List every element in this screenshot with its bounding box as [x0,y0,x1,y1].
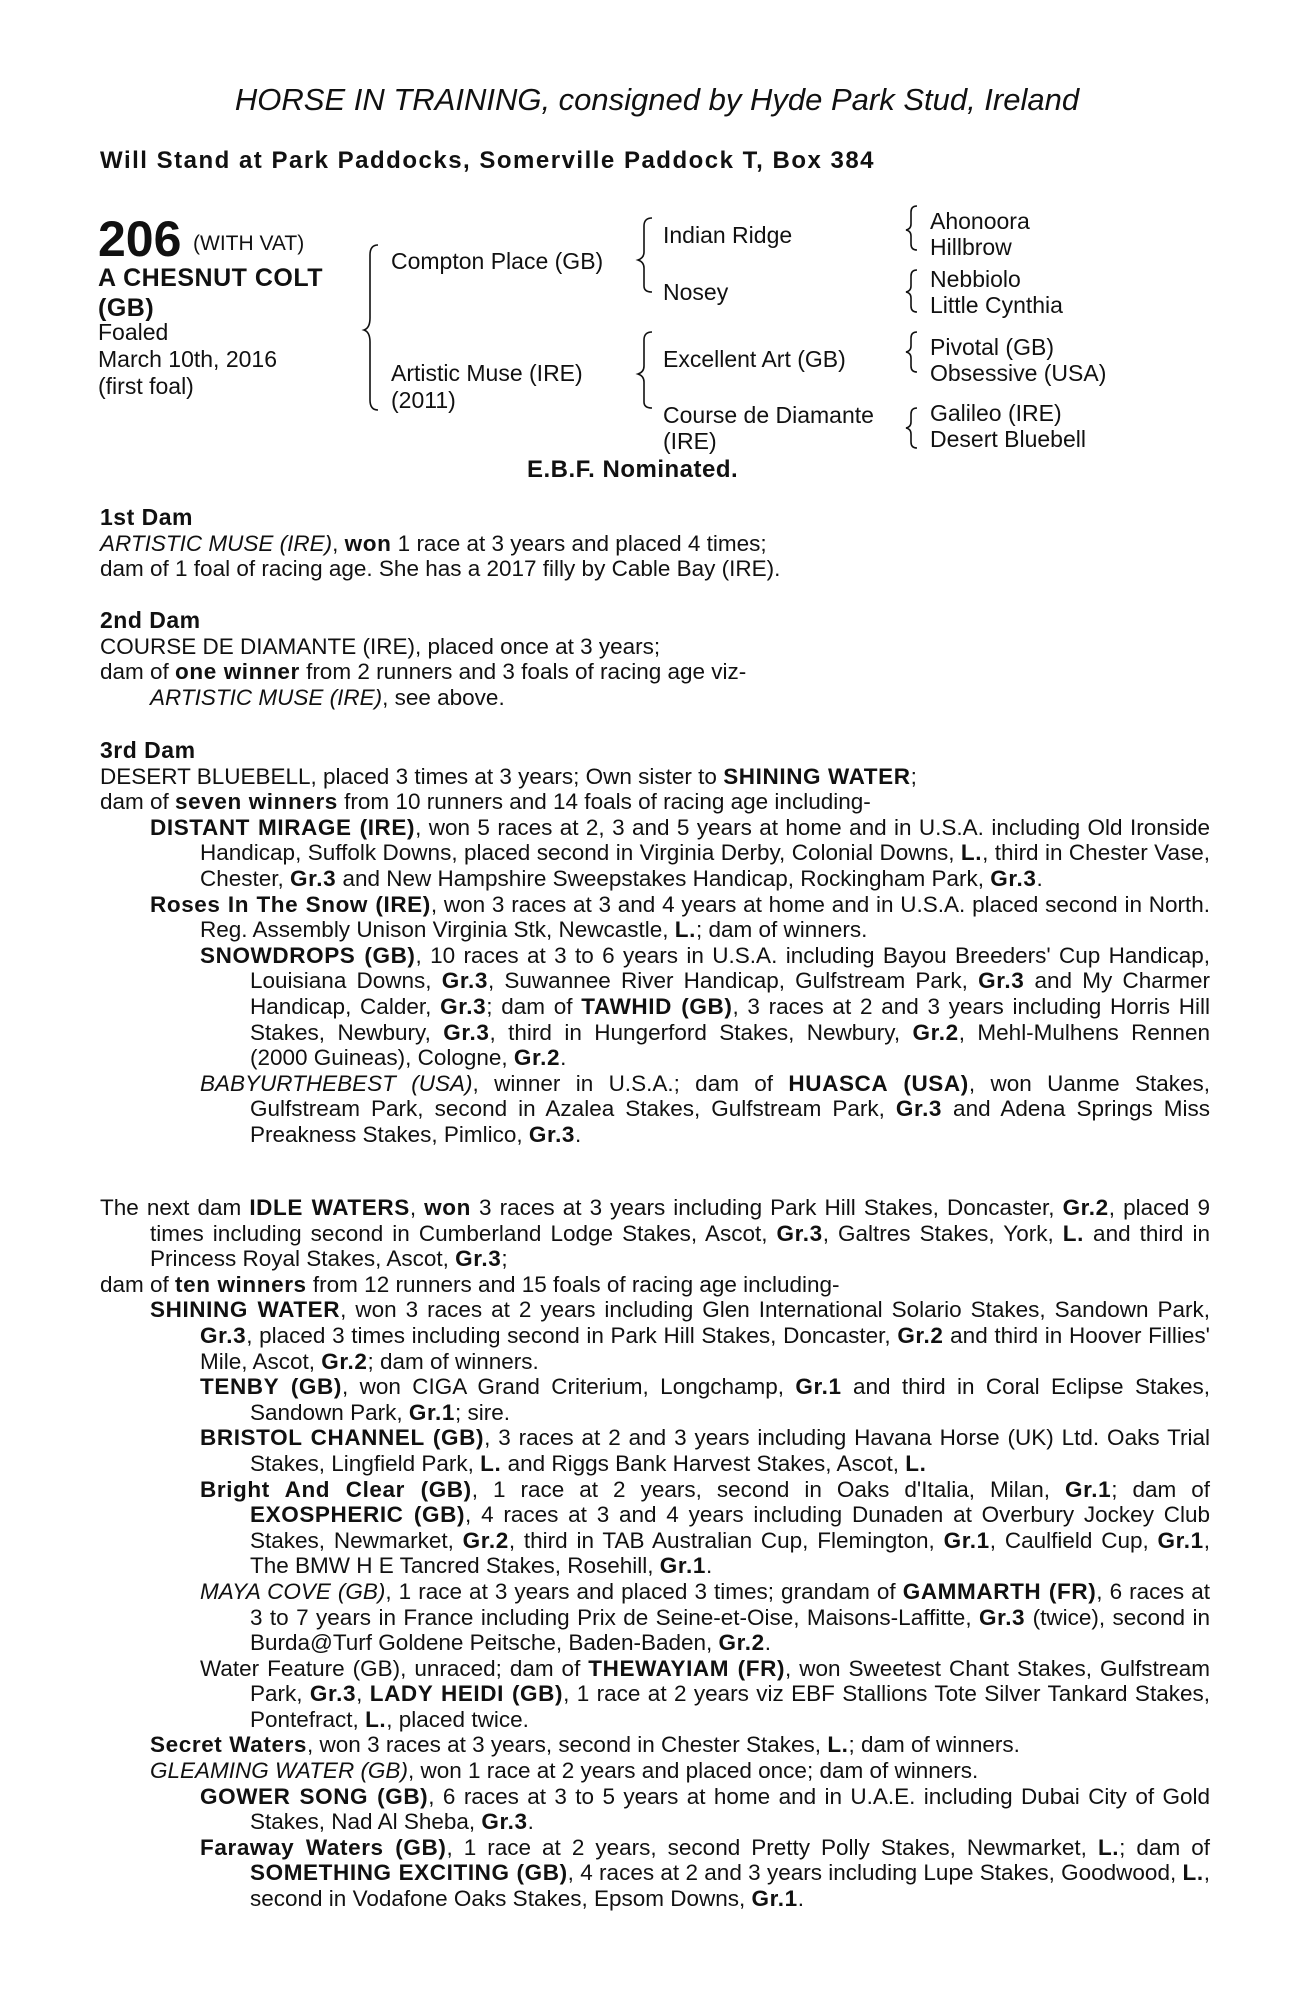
progeny-gleaming-water [100,1758,1210,1784]
grade: L. [1182,1860,1204,1886]
text: and New Hampshire Sweepstakes Handicap, Rockingham Park, [336,865,991,891]
text: , third in Chester Vase, Chester, [200,840,1211,891]
text: (twice), second in Burda@Turf Goldene Peitsche, Baden-Baden, [250,1604,1210,1656]
grade: Gr.3 [290,865,337,891]
second-dam-heading: 2nd Dam [100,607,201,633]
pedigree-dam-year: (2011) [391,387,456,413]
horse-name: BABYURTHEBEST (USA) [200,1070,473,1096]
grade: Gr.1 [408,1399,456,1425]
won-label: won [424,1195,471,1220]
text: and third in Hoover Fillies' Mile, Ascot, [200,1322,1210,1374]
progeny-gower-song [100,1784,1210,1835]
grade: Gr.2 [1062,1195,1109,1220]
progeny-shining-water [100,1297,1210,1374]
grade: Gr.2 [462,1527,509,1553]
first-dam-record [100,531,1210,557]
lot-number: 206 [98,211,182,267]
progeny-maya-cove [100,1579,1210,1656]
text: ; sire. [455,1399,511,1425]
text: , placed twice. [386,1706,529,1732]
text: , won 3 races at 3 years, second in Chester Stakes, [307,1732,828,1758]
grade: Gr.1 [659,1553,706,1579]
text: , won 3 races at 2 years including Glen International Solario Stakes, Sandown Park, [340,1297,1210,1323]
text: , 10 races at 3 to 6 years in U.S.A. including Bayou Breeders' Cup Handicap, Louisiana Downs, [250,942,1210,994]
text: , 4 races at 3 and 4 years including Dunaden at Overbury Jockey Club Stakes, Newmarket, [250,1502,1210,1553]
text: , third in Hungerford Stakes, Newbury, [489,1019,913,1045]
horse-name-line1: A CHESNUT COLT [98,264,324,292]
horse-name: GLEAMING WATER (GB) [150,1758,408,1784]
text: , won Uanme Stakes, Gulfstream Park, second in Azalea Stakes, Gulfstream Park, [250,1070,1210,1122]
text: from 10 runners and 14 foals of racing age including- [337,789,871,815]
text: , won 3 races at 3 and 4 years at home and in U.S.A. placed second in North. Reg. Assembly Unison Virginia Stk, Newcastle, [200,891,1210,943]
sister-name: SHINING WATER [723,763,911,789]
text: and Riggs Bank Harvest Stakes, Ascot, [501,1450,906,1476]
first-dam-section [100,505,1210,582]
text: ; [910,763,917,789]
grade: Gr.2 [513,1045,561,1071]
grade: Gr.3 [455,1246,502,1272]
pedigree-dam: Artistic Muse (IRE) [391,360,583,386]
progeny-roses-in-the-snow [100,892,1210,943]
text: , [409,1195,425,1220]
first-dam-produce: dam of 1 foal of racing age. She has a 2017 filly by Cable Bay (IRE). [100,556,781,582]
grade: Gr.2 [718,1630,765,1656]
grade: Gr.3 [309,1681,357,1707]
text: ; [501,1246,508,1272]
text: , Galtres Stakes, York, [822,1220,1063,1246]
text: , 4 races at 2 and 3 years including Lupe Stakes, Goodwood, [567,1860,1183,1886]
winner-count: seven winners [175,789,338,815]
text: ; dam of [1119,1834,1210,1860]
grade: Gr.3 [441,968,488,994]
progeny-name: ARTISTIC MUSE (IRE) [150,684,383,710]
text: , won 1 race at 2 years and placed once; dam of winners. [407,1758,979,1784]
winner-count: ten winners [175,1271,307,1297]
horse-name: BRISTOL CHANNEL (GB) [200,1425,485,1451]
text: , winner in U.S.A.; dam of [472,1070,789,1096]
grade: Gr.1 [1065,1476,1112,1502]
text: , Mehl-Mulhens Rennen (2000 Guineas), Cologne, [250,1019,1210,1071]
sep: , [332,530,345,556]
grade: Gr.3 [895,1096,943,1122]
first-dam-heading: 1st Dam [100,504,193,530]
text: , 1 race at 2 years, second in Oaks d'Italia, Milan, [471,1476,1066,1502]
pedigree-g5: Pivotal (GB) [930,334,1054,360]
pedigree-g8: Desert Bluebell [930,426,1086,452]
horse-name: SNOWDROPS (GB) [200,942,416,968]
grade: L. [1097,1834,1120,1860]
horse-name: MAYA COVE (GB) [200,1578,386,1604]
grade: Gr.2 [912,1019,959,1045]
progeny-faraway-waters [100,1835,1210,1912]
first-dam-name: ARTISTIC MUSE (IRE) [100,530,333,556]
text: , third in TAB Australian Cup, Flemington, [508,1527,944,1553]
horse-name: IDLE WATERS [249,1195,410,1220]
horse-name: Bright And Clear (GB) [200,1476,472,1502]
horse-name-line2: (GB) [98,294,155,322]
text: The next dam [100,1195,250,1220]
grade: Gr.3 [443,1019,490,1045]
third-dam-heading: 3rd Dam [100,737,196,763]
third-dam-produce [100,789,1210,815]
grade: Gr.3 [200,1322,247,1348]
pedigree-sire-dam: Nosey [663,279,729,305]
grade: L. [674,917,696,943]
second-dam-section [100,608,1210,710]
pedigree-g3: Nebbiolo [930,266,1021,292]
text: . [764,1630,771,1656]
horse-name: THEWAYIAM (FR) [588,1655,786,1681]
pedigree-g7: Galileo (IRE) [930,400,1062,426]
text: and Adena Springs Miss Preakness Stakes, Pimlico, [250,1096,1210,1147]
text: , second in Vodafone Oaks Stakes, Epsom Downs, [250,1860,1210,1912]
third-dam-section [100,738,1210,1148]
text: . [1036,865,1043,891]
grade: L. [905,1450,927,1476]
grade: Gr.3 [978,1604,1026,1630]
text: , 6 races at 3 to 5 years at home and in U.A.E. including Dubai City of Gold Stakes, Nad Al Sheba, [250,1783,1211,1835]
text: , 3 races at 2 and 3 years including Havana Horse (UK) Ltd. Oaks Trial Stakes, Lingfield Park, [250,1425,1210,1476]
horse-name: DISTANT MIRAGE (IRE) [150,814,416,840]
next-dam-section [100,1195,1210,1912]
grade: Gr.2 [897,1322,944,1348]
first-dam-record-text: 1 race at 3 years and placed 4 times; [391,530,767,556]
text: , Caulfield Cup, [989,1527,1158,1553]
pedigree-dam-dam-country: (IRE) [663,428,717,454]
text: and third in Coral Eclipse Stakes, Sandown Park, [250,1374,1210,1425]
grade: Gr.2 [321,1348,368,1374]
progeny-tenby [100,1374,1210,1425]
horse-name: Secret Waters [150,1732,308,1758]
pedigree-g6: Obsessive (USA) [930,360,1107,386]
grade: Gr.3 [481,1809,528,1835]
text: ; dam of [1111,1476,1211,1502]
won-label: won [344,530,392,556]
progeny-bristol-channel [100,1425,1210,1476]
pedigree-dam-dam: Course de Diamante [663,402,874,428]
text: , Suwannee River Handicap, Gulfstream Park, [487,968,979,994]
text: . [527,1809,534,1835]
grade: Gr.3 [776,1220,823,1246]
text: 3 races at 3 years including Park Hill Stakes, Doncaster, [470,1195,1063,1220]
pedigree-dam-sire: Excellent Art (GB) [663,346,846,372]
text: , 6 races at 3 to 7 years in France including Prix de Seine-et-Oise, Maisons-Laffitte, [250,1578,1210,1630]
grade: L. [365,1706,387,1732]
progeny-secret-waters [100,1732,1210,1758]
grade: L. [827,1732,849,1758]
text: dam of [100,659,176,685]
progeny-bright-and-clear [100,1477,1210,1579]
grade: Gr.1 [751,1886,798,1912]
vat-note: (WITH VAT) [193,232,305,255]
text: from 2 runners and 3 foals of racing age viz- [299,659,747,685]
text: DESERT BLUEBELL, placed 3 times at 3 years; Own sister to [100,763,724,789]
progeny-babyurthebest [100,1071,1210,1148]
horse-name: Faraway Waters (GB) [200,1834,447,1860]
pedigree-braces [0,0,1314,500]
text: . [575,1121,582,1147]
third-dam-record [100,764,1210,790]
text: ; dam of winners. [696,917,868,943]
second-dam-progeny [100,685,1210,711]
progeny-distant-mirage [100,815,1210,892]
next-dam-record [100,1195,1210,1272]
horse-name: TAWHID (GB) [581,993,733,1019]
grade: Gr.3 [528,1121,576,1147]
text: , won Sweetest Chant Stakes, Gulfstream Park, [250,1655,1210,1707]
page-title: HORSE IN TRAINING, consigned by Hyde Park Stud, Ireland [234,82,1080,117]
text: , 1 race at 2 years viz EBF Stallions Tote Silver Tankard Stakes, Pontefract, [250,1681,1210,1732]
winner-count: one winner [175,659,300,685]
grade: Gr.1 [1157,1527,1204,1553]
horse-name: SHINING WATER [150,1297,341,1323]
grade: Gr.1 [795,1374,842,1400]
progeny-water-feature [100,1656,1210,1733]
second-dam-record: COURSE DE DIAMANTE (IRE), placed once at 3 years; [100,633,661,659]
foaled-date: March 10th, 2016 [98,346,278,372]
horse-name: Roses In The Snow (IRE) [150,891,431,917]
text: , 1 race at 2 years, second Pretty Polly Stakes, Newmarket, [446,1834,1098,1860]
pedigree-sire: Compton Place (GB) [391,248,604,274]
next-dam-produce [100,1272,1210,1298]
text: ; dam of winners. [367,1348,539,1374]
grade: Gr.1 [943,1527,990,1553]
horse-name: TENBY (GB) [200,1374,342,1400]
horse-name: EXOSPHERIC (GB) [250,1502,466,1528]
pedigree-sire-sire: Indian Ridge [663,222,793,248]
text: . [705,1553,713,1579]
horse-name: LADY HEIDI (GB) [369,1681,564,1707]
grade: L. [480,1450,502,1476]
text: and third in Princess Royal Stakes, Ascot, [150,1220,1210,1272]
text: . [797,1886,804,1912]
text: ; dam of winners. [848,1732,1020,1758]
text: , placed 3 times including second in Park Hill Stakes, Doncaster, [246,1322,898,1348]
location-line: Will Stand at Park Paddocks, Somerville Paddock T, Box 384 [100,147,876,174]
horse-name: GOWER SONG (GB) [200,1783,429,1809]
ebf-nomination: E.B.F. Nominated. [527,456,739,483]
horse-name: SOMETHING EXCITING (GB) [250,1860,568,1886]
text: , The BMW H E Tancred Stakes, Rosehill, [250,1527,1210,1579]
text: , see above. [382,684,505,710]
grade: Gr.3 [990,865,1037,891]
text: and My Charmer Handicap, Calder, [250,968,1210,1019]
grade: Gr.3 [978,968,1025,994]
text: , won 5 races at 2, 3 and 5 years at home and in U.S.A. including Old Ironside Handicap, Suffolk Downs, placed second in Virginia Derby, Colonial Downs, [200,814,1210,866]
pedigree-g1: Ahonoora [930,208,1030,234]
text: , placed 9 times including second in Cumberland Lodge Stakes, Ascot, [150,1195,1210,1246]
grade: L. [960,840,983,866]
grade: L. [1062,1220,1084,1246]
progeny-snowdrops [100,943,1210,1071]
text: dam of [100,1271,176,1297]
text: Water Feature (GB), unraced; dam of [200,1655,589,1681]
grade: Gr.3 [440,993,487,1019]
second-dam-produce [100,659,1210,685]
pedigree-g2: Hillbrow [930,234,1012,260]
text: . [560,1045,567,1071]
text: from 12 runners and 15 foals of racing age including- [306,1271,840,1297]
text: , [356,1681,370,1707]
foal-note: (first foal) [98,373,194,399]
horse-name: HUASCA (USA) [788,1070,969,1096]
pedigree-g4: Little Cynthia [930,292,1063,318]
text: , 3 races at 2 and 3 years including Horris Hill Stakes, Newbury, [250,993,1211,1045]
text: ; dam of [486,993,582,1019]
horse-name: GAMMARTH (FR) [902,1578,1097,1604]
foaled-label: Foaled [98,319,169,345]
text: , 1 race at 3 years and placed 3 times; grandam of [385,1578,903,1604]
text: , won CIGA Grand Criterium, Longchamp, [341,1374,796,1400]
text: dam of [100,789,176,815]
